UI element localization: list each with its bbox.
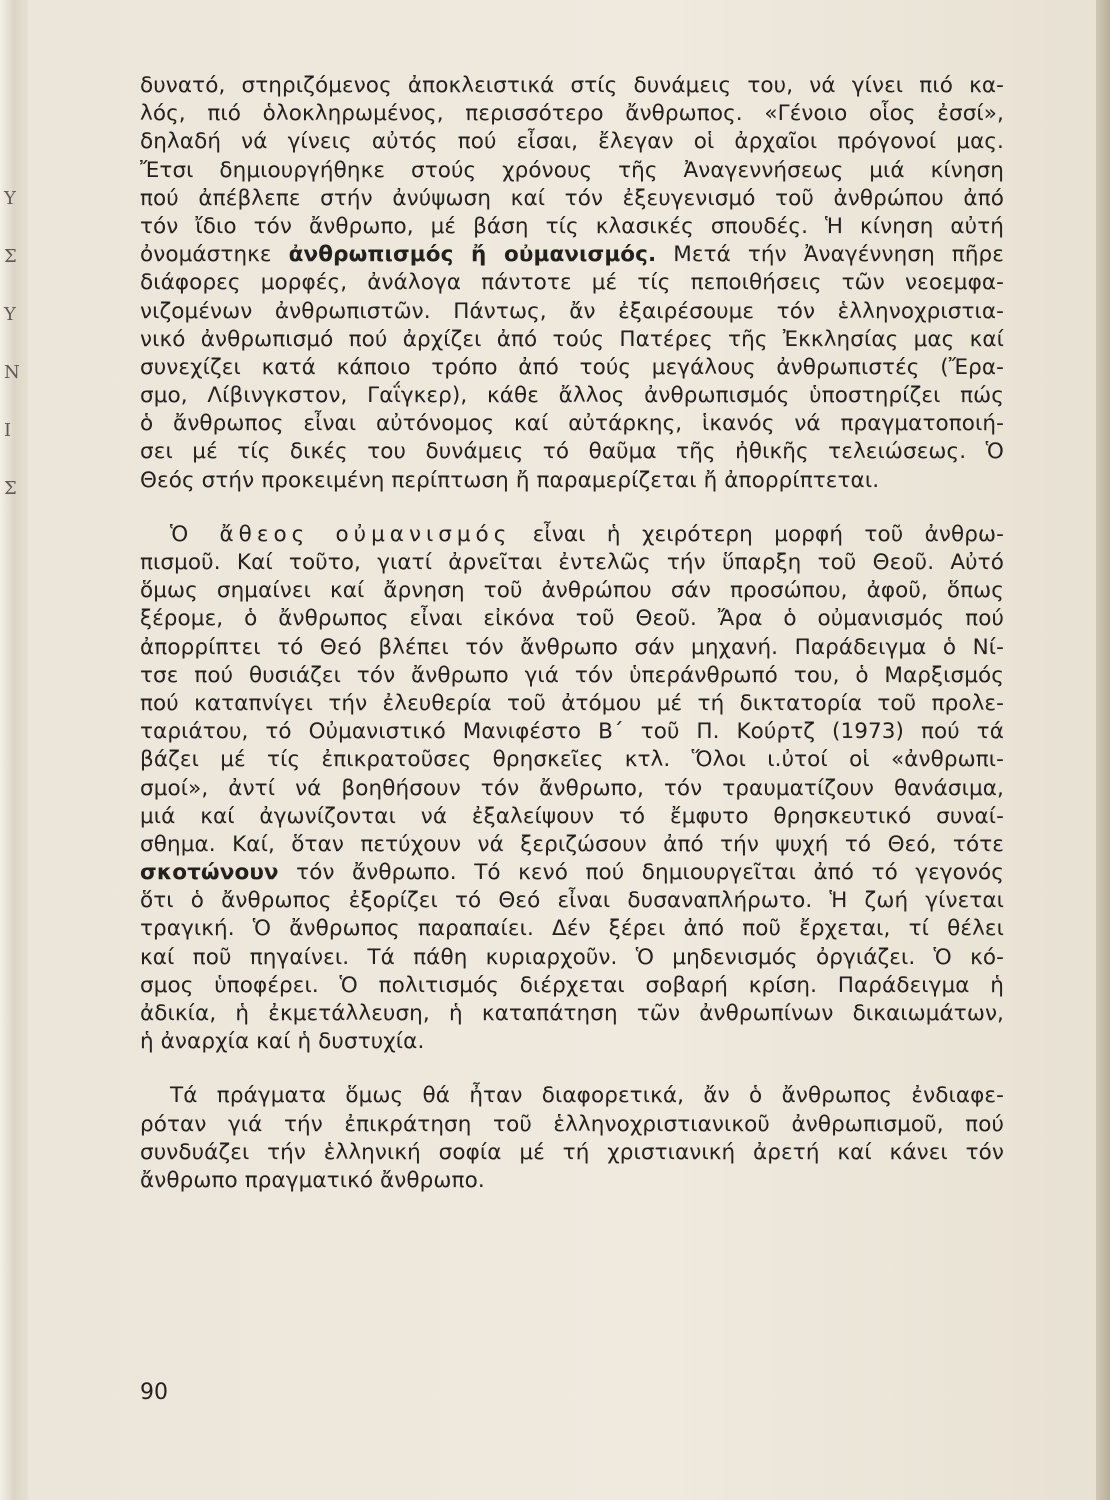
text-line [140,972,1004,1000]
bold-term: σκοτώνουν [140,860,279,886]
text-run: πού καταπνίγει τήν ἐλευθερία τοῦ ἀτόμου μέ τή δικτατορία τοῦ προλε- [140,690,1004,716]
page-edge [1096,0,1110,1500]
body-text [140,72,1004,1195]
text-run: πού ἀπέβλεπε στήν ἀνύψωση καί τόν ἐξευγενισμό τοῦ ἀνθρώπου ἀπό [140,185,1004,211]
text-run: ὅμως σημαίνει καί ἄρνηση τοῦ ἀνθρώπου σάν προσώπου, ἀφοῦ, ὅπως [140,578,1004,604]
text-run: συνδυάζει τήν ἑλληνική σοφία μέ τή χριστιανική ἀρετή καί κάνει τόν [140,1139,1004,1165]
bold-term: ἀνθρωπισμός ἤ οὐμανισμός. [288,242,657,268]
text-line [140,887,1004,915]
text-line [140,690,1004,718]
text-line [140,521,1004,549]
text-line [140,803,1004,831]
text-run: συνεχίζει κατά κάποιο τρόπο ἀπό τούς μεγάλους ἀνθρωπιστές (Ἔρα- [140,354,1004,380]
text-line [140,718,1004,746]
text-run: ὅτι ὁ ἄνθρωπος ἐξορίζει τό Θεό εἶναι δυσαναπλήρωτο. Ἡ ζωή γίνεται [140,888,1004,914]
text-line [140,128,1004,156]
text-line [140,382,1004,410]
text-line [140,605,1004,633]
spaced-term: Ὁ ἄθεος οὐμανισμός [170,521,512,547]
text-run: ὁ ἄνθρωπος εἶναι αὐτόνομος καί αὐτάρκης, ἱκανός νά πραγματοποιή- [140,411,1004,437]
text-run: δηλαδή νά γίνεις αὐτός πού εἶσαι, ἔλεγαν οἱ ἀρχαῖοι πρόγονοί μας. [140,129,1004,155]
margin-mark: Ν [4,362,20,383]
text-line [140,72,1004,100]
text-line [140,157,1004,185]
text-line [140,1028,1004,1056]
text-line [140,1139,1004,1167]
text-line [140,746,1004,774]
text-line [140,241,1004,269]
paragraph [140,1082,1004,1195]
text-run: Τά πράγματα ὅμως θά ἦταν διαφορετικά, ἄν ὁ ἄνθρωπος ἐνδιαφε- [170,1083,1004,1109]
text-line [140,467,1004,495]
text-run: δυνατό, στηριζόμενος ἀποκλειστικά στίς δυνάμεις του, νά γίνει πιό κα- [140,73,1004,98]
text-run: μιά καί ἀγωνίζονται νά ἐξαλείψουν τό ἔμφυτο θρησκευτικό συναί- [140,803,1004,829]
text-line [140,577,1004,605]
text-line [140,1000,1004,1028]
text-line [140,1111,1004,1139]
text-line [140,775,1004,803]
text-run: λός, πιό ὁλοκληρωμένος, περισσότερο ἄνθρωπος. «Γένοιο οἷος ἐσσί», [140,101,1004,127]
margin-mark: Υ [4,304,16,325]
text-line [140,100,1004,128]
text-run: σμος ὑποφέρει. Ὁ πολιτισμός διέρχεται σοβαρή κρίση. Παράδειγμα ἡ [140,972,1004,998]
text-run: τραγική. Ὁ ἄνθρωπος παραπαίει. Δέν ξέρει ἀπό ποῦ ἔρχεται, τί θέλει [140,916,1004,942]
text-run: σει μέ τίς δικές του δυνάμεις τό θαῦμα τῆς ἠθικῆς τελειώσεως. Ὁ [140,439,1004,465]
text-line [140,269,1004,297]
text-line [140,298,1004,326]
text-line [140,662,1004,690]
text-run: ἡ ἀναρχία καί ἡ δυστυχία. [140,1029,425,1055]
text-line [140,410,1004,438]
margin-marks [4,170,26,518]
text-run: νιζομένων ἀνθρωπιστῶν. Πάντως, ἄν ἐξαιρέσουμε τόν ἑλληνοχριστια- [140,298,1004,324]
text-line [140,185,1004,213]
text-run: σθημα. Καί, ὅταν πετύχουν νά ξεριζώσουν ἀπό τήν ψυχή τό Θεό, τότε [140,831,1004,857]
text-run: σμοί», ἀντί νά βοηθήσουν τόν ἄνθρωπο, τόν τραυματίζουν θανάσιμα, [140,775,1004,801]
text-line [140,549,1004,577]
text-run: βάζει μέ τίς ἐπικρατοῦσες θρησκεῖες κτλ. Ὅλοι ι.ὐτοί οἱ «ἀνθρωπι- [140,747,1004,773]
text-run: τόν ἴδιο τόν ἄνθρωπο, μέ βάση τίς κλασικές σπουδές. Ἡ κίνηση αὐτή [140,213,1004,239]
text-line [140,1167,1004,1195]
text-line [140,438,1004,466]
text-run: σμο, Λίβινγκστον, Γαΐγκερ), κάθε ἄλλος ἀνθρωπισμός ὑποστηρίζει πώς [140,383,1004,409]
text-line [140,915,1004,943]
text-run: ξέρομε, ὁ ἄνθρωπος εἶναι εἰκόνα τοῦ Θεοῦ. Ἄρα ὁ οὐμανισμός πού [140,606,1004,632]
text-run: Ἔτσι δημιουργήθηκε στούς χρόνους τῆς Ἀναγεννήσεως μιά κίνηση [140,157,1004,183]
text-run: Θεός στήν προκειμένη περίπτωση ἤ παραμερίζεται ἤ ἀπορρίπτεται. [140,467,880,493]
text-line [140,831,1004,859]
text-line [140,944,1004,972]
paragraph [140,72,1004,495]
text-run: τόν ἄνθρωπο. Τό κενό πού δημιουργεῖται ἀπό τό γεγονός [278,860,1004,886]
paragraph [140,521,1004,1057]
text-run: ρόταν γιά τήν ἐπικράτηση τοῦ ἑλληνοχριστιανικοῦ ἀνθρωπισμοῦ, πού [140,1111,1004,1137]
text-run: Μετά τήν Ἀναγέννηση πῆρε [656,242,1005,268]
text-run: ὀνομάστηκε [140,242,289,268]
text-run: ἀπορρίπτει τό Θεό βλέπει τόν ἄνθρωπο σάν μηχανή. Παράδειγμα ὁ Νί- [140,634,1004,660]
text-line [140,634,1004,662]
text-line [140,354,1004,382]
text-run: νικό ἀνθρωπισμό πού ἀρχίζει ἀπό τούς Πατέρες τῆς Ἐκκλησίας μας καί [140,326,1004,352]
text-line [140,1082,1004,1110]
text-run: τσε πού θυσιάζει τόν ἄνθρωπο γιά τόν ὑπεράνθρωπό του, ὁ Μαρξισμός [140,662,1004,688]
text-run: ἀδικία, ἡ ἐκμετάλλευση, ἡ καταπάτηση τῶν ἀνθρωπίνων δικαιωμάτων, [140,1001,1004,1026]
margin-mark: Υ [4,188,16,209]
page-number: 90 [140,1380,168,1405]
text-run: πισμοῦ. Καί τοῦτο, γιατί ἀρνεῖται ἐντελῶς τήν ὕπαρξη τοῦ Θεοῦ. Αὐτό [140,550,1004,575]
text-line [140,326,1004,354]
text-line [140,859,1004,887]
margin-mark: Ι [4,420,12,441]
text-run: καί ποῦ πηγαίνει. Τά πάθη κυριαρχοῦν. Ὁ μηδενισμός ὀργιάζει. Ὁ κό- [140,944,1004,970]
text-run: διάφορες μορφές, ἀνάλογα πάντοτε μέ τίς πεποιθήσεις τῶν νεοεμφα- [140,270,1004,296]
text-line [140,213,1004,241]
margin-mark: Σ [4,246,17,267]
text-run: ἄνθρωπο πραγματικό ἄνθρωπο. [140,1167,485,1193]
margin-mark: Σ [4,478,17,499]
text-run: εἶναι ἡ χειρότερη μορφή τοῦ ἀνθρω- [511,521,1004,547]
text-run: ταριάτου, τό Οὐμανιστικό Μανιφέστο Β΄ τοῦ Π. Κούρτζ (1973) πού τά [140,719,1004,745]
